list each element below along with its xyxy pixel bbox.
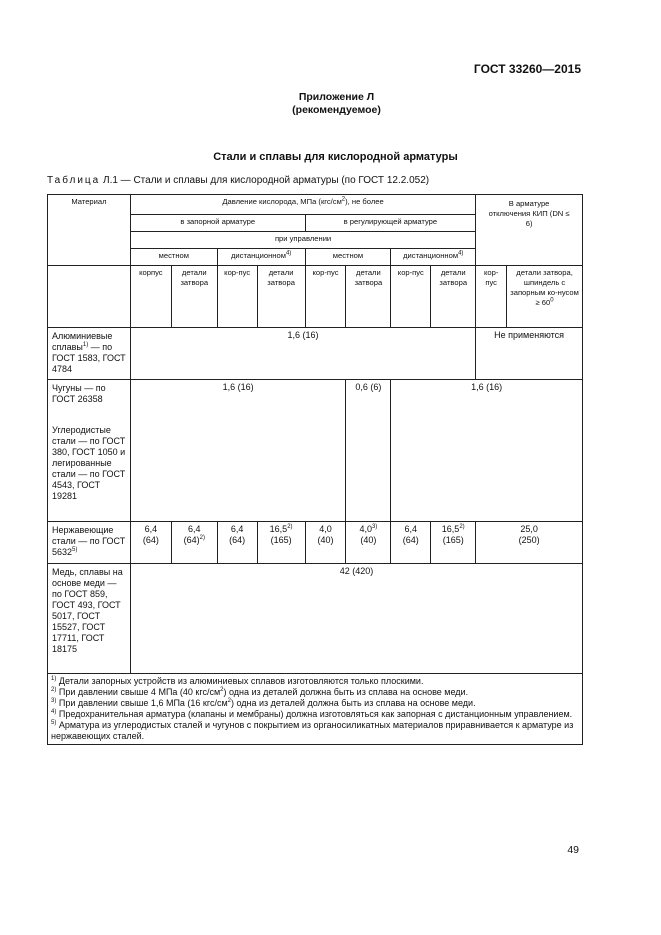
section-title: Стали и сплавы для кислородной арматуры bbox=[213, 151, 458, 163]
value-stainless-7: 6,4 (64) bbox=[391, 522, 431, 564]
header-local-2: местном bbox=[305, 249, 391, 266]
header-row-1 bbox=[48, 195, 583, 215]
table-caption bbox=[47, 175, 429, 186]
header-body-4: кор-пус bbox=[391, 266, 431, 328]
header-body-1: корпус bbox=[130, 266, 171, 328]
header-shutoff: в запорной арматуре bbox=[130, 215, 305, 232]
row-castiron bbox=[48, 380, 583, 422]
header-gate-3: детали затвора bbox=[346, 266, 391, 328]
header-remote-2: дистанционном$^{4)}$ bbox=[391, 249, 476, 266]
value-castiron-3: 1,6 (16) bbox=[391, 380, 583, 522]
header-gate-1: детали затвора bbox=[171, 266, 217, 328]
value-castiron-2: 0,6 (6) bbox=[346, 380, 391, 522]
header-control: при управлении bbox=[130, 232, 475, 249]
footnote-3: $^{3)}$ При давлении свыше 1,6 МПа (16 кгс/$см^2$) одна из деталей должна быть из сплава на основе меди. bbox=[51, 698, 476, 708]
header-regulating: в регулирующей арматуре bbox=[305, 215, 476, 232]
material-stainless: Нержавеющие стали — по ГОСТ 5632$^{5)}$ bbox=[48, 522, 131, 564]
footnotes bbox=[48, 674, 583, 745]
value-stainless-3: 6,4 (64) bbox=[217, 522, 257, 564]
header-kip: В арматуре отключения КИП (DN ≤ 6) bbox=[476, 195, 583, 266]
header-body-2: кор-пус bbox=[217, 266, 257, 328]
value-copper: 42 (420) bbox=[130, 564, 582, 674]
row-aluminum bbox=[48, 328, 583, 380]
value-stainless-6: 4,0$^{3)}$ (40) bbox=[346, 522, 391, 564]
material-castiron: Чугуны — по ГОСТ 26358 bbox=[48, 380, 131, 422]
material-copper: Медь, сплавы на основе меди — по ГОСТ 859, ГОСТ 493, ГОСТ 5017, ГОСТ 15527, ГОСТ 17711, ГОСТ 18175 bbox=[48, 564, 131, 674]
appendix-title: Приложение Л bbox=[298, 91, 375, 103]
appendix-note: (рекомендуемое) bbox=[292, 104, 381, 116]
value-stainless-2: 6,4 $(64)^{2)}$ bbox=[171, 522, 217, 564]
steels-table bbox=[47, 194, 583, 745]
header-pressure: Давление кислорода, МПа $(кгс/см^2)$, не более bbox=[130, 195, 475, 215]
header-gate-2: детали затвора bbox=[257, 266, 305, 328]
value-aluminum-kip: Не применяются bbox=[476, 328, 583, 380]
header-kip-parts: детали затвора, шпиндель с запорным ко-нусом ≥ $60^0$ bbox=[507, 266, 583, 328]
header-gate-4: детали затвора bbox=[431, 266, 476, 328]
value-stainless-4: 16,5$^{2)}$ (165) bbox=[257, 522, 305, 564]
header-body-3: кор-пус bbox=[305, 266, 346, 328]
material-carbon: Углеродистые стали — по ГОСТ 380, ГОСТ 1050 и легированные стали — по ГОСТ 4543, ГОСТ 19281 bbox=[48, 422, 131, 522]
page-number: 49 bbox=[567, 844, 579, 856]
value-stainless-kip: 25,0 (250) bbox=[476, 522, 583, 564]
header-material: Материал bbox=[48, 195, 131, 266]
value-stainless-8: 16,5$^{2)}$ (165) bbox=[431, 522, 476, 564]
footnote-5: $^{5)}$ Арматура из углеродистых сталей и чугунов с покрытием из органосиликатных материалов приравнивается к арматуре из нержавеющих сталей. bbox=[51, 720, 574, 741]
appendix-heading bbox=[0, 91, 661, 117]
row-stainless bbox=[48, 522, 583, 564]
value-castiron-1: 1,6 (16) bbox=[130, 380, 346, 522]
standard-code: ГОСТ 33260—2015 bbox=[473, 62, 581, 76]
header-row-5 bbox=[48, 266, 583, 328]
table-caption-text: Л.1 — Стали и сплавы для кислородной арматуры (по ГОСТ 12.2.052) bbox=[103, 175, 430, 186]
footnote-1: $^{1)}$ Детали запорных устройств из алюминиевых сплавов изготовляются только плоскими. bbox=[51, 676, 424, 686]
footnote-2: $^{2)}$ При давлении свыше 4 МПа (40 кгс/$см^2$) одна из деталей должна быть из сплава на основе меди. bbox=[51, 687, 469, 697]
value-stainless-5: 4,0 (40) bbox=[305, 522, 346, 564]
value-stainless-1: 6,4 (64) bbox=[130, 522, 171, 564]
row-copper bbox=[48, 564, 583, 674]
material-aluminum: Алюминиевые сплавы$^{1)}$ — по ГОСТ 1583, ГОСТ 4784 bbox=[48, 328, 131, 380]
header-remote-1: дистанционном$^{4)}$ bbox=[217, 249, 305, 266]
header-local-1: местном bbox=[130, 249, 217, 266]
footnotes-row bbox=[48, 674, 583, 745]
footnote-4: $^{4)}$ Предохранительная арматура (клапаны и мембраны) должна изготовляться как запорная с дистанционным управлением. bbox=[51, 709, 573, 719]
table-caption-prefix: Таблица bbox=[47, 175, 101, 186]
header-body-5: кор-пус bbox=[476, 266, 507, 328]
value-aluminum: 1,6 (16) bbox=[130, 328, 475, 380]
